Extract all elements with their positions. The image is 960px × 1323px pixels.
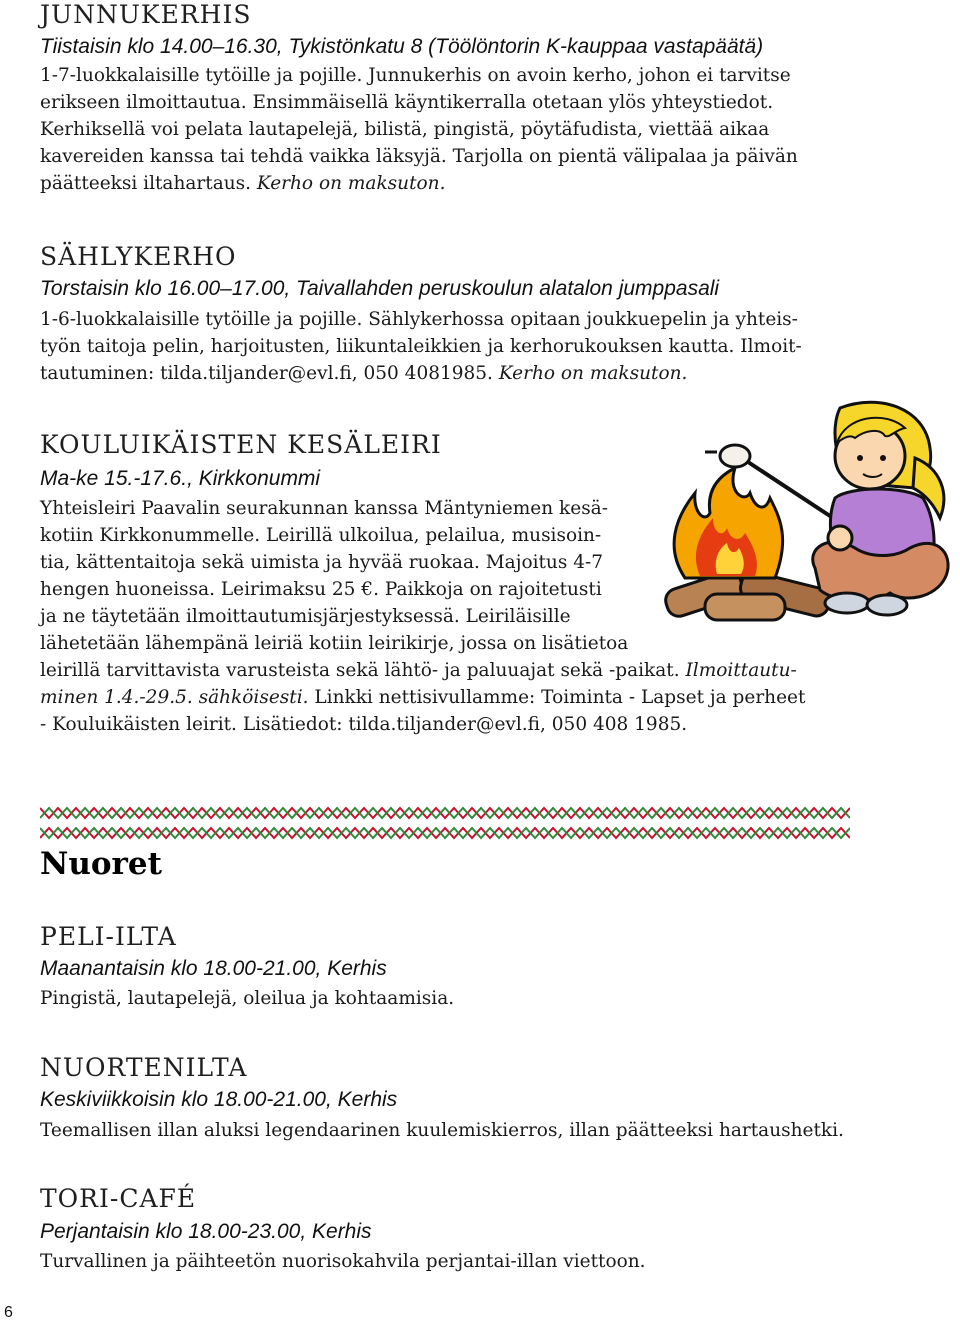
junnukerhis-description (40, 62, 798, 197)
kesaleiri-line: kotiin Kirkkonummelle. Leirillä ulkoilua, pelailua, musisoin- (40, 525, 602, 546)
nuortenilta-heading: NUORTENILTA (40, 1053, 248, 1082)
junnukerhis-line: erikseen ilmoittautua. Ensimmäisellä käyntikerralla otetaan ylös yhteystiedot. (40, 92, 774, 113)
peliilta-heading: PELI-ILTA (40, 922, 177, 951)
toricafe-schedule: Perjantaisin klo 18.00-23.00, Kerhis (40, 1220, 372, 1243)
kesaleiri-registration-dates: minen 1.4.-29.5. sähköisesti. (40, 687, 309, 708)
junnukerhis-fee-note: Kerho on maksuton. (256, 173, 446, 194)
kesaleiri-line: Yhteisleiri Paavalin seurakunnan kanssa Mäntyniemen kesä- (40, 498, 608, 519)
peliilta-schedule: Maanantaisin klo 18.00-21.00, Kerhis (40, 957, 387, 980)
junnukerhis-line: kavereiden kanssa tai tehdä vaikka läksyjä. Tarjolla on pientä välipalaa ja päivän (40, 146, 798, 167)
kesaleiri-line: lähetetään lähempänä leiriä kotiin leirikirje, jossa on lisätietoa (40, 633, 629, 654)
kesaleiri-line: Linkki nettisivullamme: Toiminta - Lapset ja perheet (314, 687, 806, 708)
kesaleiri-line: - Kouluikäisten leirit. Lisätiedot: tilda.tiljander@evl.fi, 050 408 1985. (40, 714, 688, 735)
nuoret-section-title: Nuoret (40, 846, 162, 882)
sahlykerho-line: työn taitoja pelin, harjoitusten, liikuntaleikkien ja kerhorukouksen kautta. Ilmoit- (40, 336, 802, 357)
sahlykerho-heading: SÄHLYKERHO (40, 242, 237, 271)
kesaleiri-line: ja ne täytetään ilmoittautumisjärjestyksessä. Leiriläisille (40, 606, 571, 627)
toricafe-heading: TORI-CAFÉ (40, 1184, 197, 1213)
sahlykerho-line: 1-6-luokkalaisille tytöille ja pojille. Sählykerhossa opitaan joukkuepelin ja yhteis- (40, 309, 798, 330)
marshmallow (720, 445, 750, 467)
junnukerhis-line: päätteeksi iltahartaus. (40, 173, 252, 194)
page-number: 6 (4, 1304, 13, 1321)
peliilta-description: Pingistä, lautapelejä, oleilua ja kohtaamisia. (40, 988, 455, 1009)
kesaleiri-line: tia, kättentaitoja sekä uimista ja hyvää ruokaa. Majoitus 4-7 (40, 552, 604, 573)
kesaleiri-line: hengen huoneissa. Leirimaksu 25 €. Paikkoja on rajoitetusti (40, 579, 602, 600)
nuortenilta-schedule: Keskiviikkoisin klo 18.00-21.00, Kerhis (40, 1088, 398, 1111)
divider-green-zigzag-lower (40, 828, 850, 838)
junnukerhis-line: Kerhiksellä voi pelata lautapelejä, bilistä, pingistä, pöytäfudista, viettää aikaa (40, 119, 770, 140)
nuortenilta-description: Teemallisen illan aluksi legendaarinen kuulemiskierros, illan päätteeksi hartaushetki. (40, 1120, 844, 1141)
junnukerhis-heading: JUNNUKERHIS (40, 0, 252, 29)
kesaleiri-line: leirillä tarvittavista varusteista sekä lähtö- ja paluuajat sekä -paikat. (40, 660, 680, 681)
sahlykerho-line: tautuminen: tilda.tiljander@evl.fi, 050 4081985. (40, 363, 493, 384)
sahlykerho-fee-note: Kerho on maksuton. (498, 363, 688, 384)
junnukerhis-schedule: Tiistaisin klo 14.00–16.30, Tykistönkatu 8 (Töölöntorin K-kauppaa vastapäätä) (40, 35, 764, 58)
kesaleiri-registration: Ilmoittautu- (685, 660, 797, 681)
kesaleiri-schedule: Ma-ke 15.-17.6., Kirkkonummi (40, 467, 321, 490)
fire-flames (674, 468, 783, 578)
sahlykerho-schedule: Torstaisin klo 16.00–17.00, Taivallahden peruskoulun alatalon jumppasali (40, 277, 720, 300)
kesaleiri-heading: KOULUIKÄISTEN KESÄLEIRI (40, 430, 442, 459)
campfire-illustration (655, 398, 955, 633)
sahlykerho-description (40, 306, 802, 387)
junnukerhis-line: 1-7-luokkalaisille tytöille ja pojille. Junnukerhis on avoin kerho, johon ei tarvitse (40, 65, 791, 86)
divider-green-zigzag (40, 808, 850, 818)
child-illustration (813, 402, 948, 615)
decorative-divider (40, 806, 850, 842)
toricafe-description: Turvallinen ja päihteetön nuorisokahvila perjantai-illan viettoon. (40, 1251, 646, 1272)
